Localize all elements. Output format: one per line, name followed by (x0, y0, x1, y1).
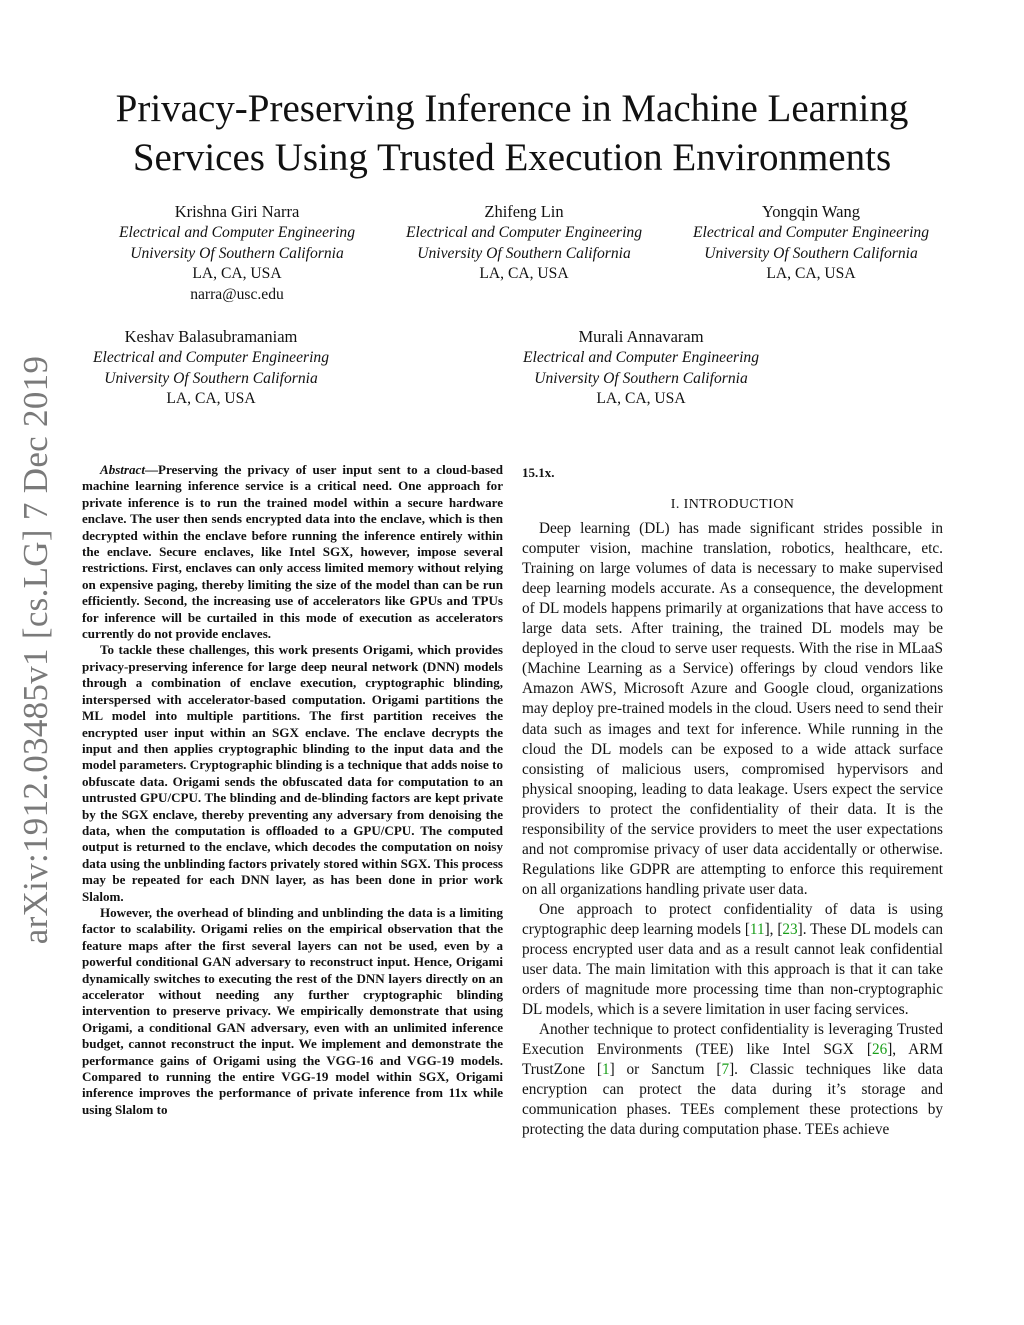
author-dept: Electrical and Computer Engineering (522, 348, 760, 366)
author-location: LA, CA, USA (479, 265, 569, 283)
author-name: Krishna Giri Narra (174, 202, 300, 221)
author-location: LA, CA, USA (192, 265, 282, 283)
abstract-column (82, 462, 503, 1118)
abstract-text-1: —Preserving the privacy of user input sent to a cloud-based machine learning inference service is a critical need. One approach for private inference is to run the trained model within a secure hardware enclave. The user then sends encrypted data into the enclave, which is then decrypted within the enclave before running the inference entirely within the enclave. Secure enclaves, like Intel SGX, however, impose several restrictions. First, enclaves can only access limited memory without relying on expensive paging, thereby limiting the size of the model than can be run efficiently. Second, the increasing use of accelerators like GPUs and TPUs for inference will be curtailed in this mode of execution as accelerators currently do not provide enclaves. (82, 462, 503, 642)
intro-text: ]. Classic techniques like data encryption can protect the data during it’s storage and communication phases. TEEs complement these protections by protecting the data during computation phase. TEEs achieve (522, 1061, 943, 1139)
intro-text: ], ARM TrustZone [ (522, 1041, 944, 1079)
citation-link[interactable]: 23 (782, 920, 798, 938)
intro-text: ]. These DL models can process encrypted user data and as a result cannot leak confidential user data. The main limitation with this approach is that it can take orders of magnitude more processing time than non-cryptographic DL models, which is a severe limitation in user facing services. (522, 920, 943, 1019)
author-block-3 (664, 202, 958, 285)
intro-paragraph-1: Deep learning (DL) has made significant strides possible in computer vision, machine translation, robotics, healthcare, etc. Training on large volumes of data is necessary to make supervised deep learning models accurate. As a consequence, the development of DL models happens primarily at organizations that have access to large data sets. After training, the trained DL models may be deployed in the cloud to serve user requests. With the rise in MLaaS (Machine Learning as a Service) offerings by cloud vendors like Amazon AWS, Microsoft Azure and Google cloud, organizations may deploy pre-trained models in the cloud. Users need to send their data such as images and text for inference. While running in the cloud the DL models can be exposed to a wide attack surface consisting of malicious users, compromised hypervisors and physical snooping, leading to data leakage. Users expect the service providers to protect the confidentiality of their data. It is the responsibility of the service providers to meet the user expectations and not compromise privacy of user data accidentally or otherwise. Regulations like GDPR are attempting to enforce this requirement on all organizations handling private user data. (522, 520, 943, 898)
author-univ: University Of Southern California (104, 369, 318, 387)
author-dept: Electrical and Computer Engineering (92, 348, 330, 366)
author-block-2 (377, 202, 671, 285)
author-name: Keshav Balasubramaniam (124, 327, 298, 346)
author-location: LA, CA, USA (766, 265, 856, 283)
author-univ: University Of Southern California (534, 369, 748, 387)
author-name: Yongqin Wang (761, 202, 860, 221)
author-dept: Electrical and Computer Engineering (118, 223, 356, 241)
author-location: LA, CA, USA (166, 390, 256, 408)
intro-text: ] or Sanctum [ (609, 1061, 722, 1079)
author-dept: Electrical and Computer Engineering (692, 223, 930, 241)
introduction-column (522, 462, 943, 1141)
abstract-label: Abstract (100, 462, 145, 477)
abstract-paragraph-1 (82, 462, 503, 642)
author-block-5 (494, 327, 788, 410)
author-univ: University Of Southern California (130, 244, 344, 262)
intro-text: Another technique to protect confidentiality is leveraging Trusted Execution Environments (TEE) like Intel SGX [ (522, 1021, 943, 1059)
author-name: Zhifeng Lin (484, 202, 564, 221)
paper-title: Privacy-Preserving Inference in Machine Learning Services Using Trusted Execution Environments (115, 87, 909, 179)
author-email: narra@usc.edu (190, 286, 284, 304)
author-location: LA, CA, USA (596, 390, 686, 408)
intro-text: One approach to protect confidentiality of data is using cryptographic deep learning models [ (522, 900, 943, 938)
author-univ: University Of Southern California (417, 244, 631, 262)
citation-link[interactable]: 11 (749, 920, 765, 938)
section-heading-introduction: I. INTRODUCTION (670, 497, 795, 512)
abstract-paragraph-2: To tackle these challenges, this work presents Origami, which provides privacy-preserving inference for large deep neural network (DNN) models through a combination of enclave execution, cryptographic blinding, interspersed with accelerator-based computation. Origami partitions the ML model into multiple partitions. The first partition receives the encrypted user input within an SGX enclave. The enclave decrypts the input and then applies cryptographic blinding to the input data and the model parameters. Cryptographic blinding is a technique that adds noise to obfuscate data. Origami sends the obfuscated data for computation to an untrusted GPU/CPU. The blinding and de-blinding factors are kept private by the SGX enclave, thereby preventing any adversary from denoising the data, when the computation is offloaded to a GPU/CPU. The computed output is returned to the enclave, which decodes the computation on noisy data using the unblinding factors privately stored within SGX. This process may be repeated for each DNN layer, as has been done in prior work Slalom. (82, 642, 503, 904)
abstract-continuation: 15.1x. (522, 465, 555, 480)
author-block-4 (64, 327, 358, 410)
intro-paragraph-3 (522, 1020, 943, 1140)
author-block-1 (90, 202, 384, 306)
citation-link[interactable]: 7 (721, 1061, 730, 1079)
author-name: Murali Annavaram (578, 327, 704, 346)
arxiv-identifier: arXiv:1912.03485v1 [cs.LG] 7 Dec 2019 (16, 355, 55, 945)
arxiv-sidebar (12, 355, 60, 945)
abstract-paragraph-3: However, the overhead of blinding and unblinding the data is a limiting factor to scalability. Origami relies on the empirical observation that the feature maps after the first several layers can not be used, even by a powerful conditional GAN adversary to reconstruct input. Hence, Origami dynamically switches to executing the rest of the DNN layers directly on an accelerator without needing any further cryptographic blinding intervention to preserve privacy. We empirically demonstrate that using Origami, a conditional GAN adversary, even with an unlimited inference budget, cannot reconstruct the input. We implement and demonstrate the performance gains of Origami using the VGG-16 and VGG-19 models. Compared to running the entire VGG-19 model within SGX, Origami inference improves the performance of private inference from 11x while using Slalom to (82, 904, 503, 1117)
citation-link[interactable]: 26 (871, 1041, 888, 1059)
citation-link[interactable]: 1 (601, 1061, 610, 1079)
intro-text: ], [ (764, 920, 783, 938)
intro-paragraph-2 (522, 900, 943, 1020)
author-dept: Electrical and Computer Engineering (405, 223, 643, 241)
author-univ: University Of Southern California (704, 244, 918, 262)
